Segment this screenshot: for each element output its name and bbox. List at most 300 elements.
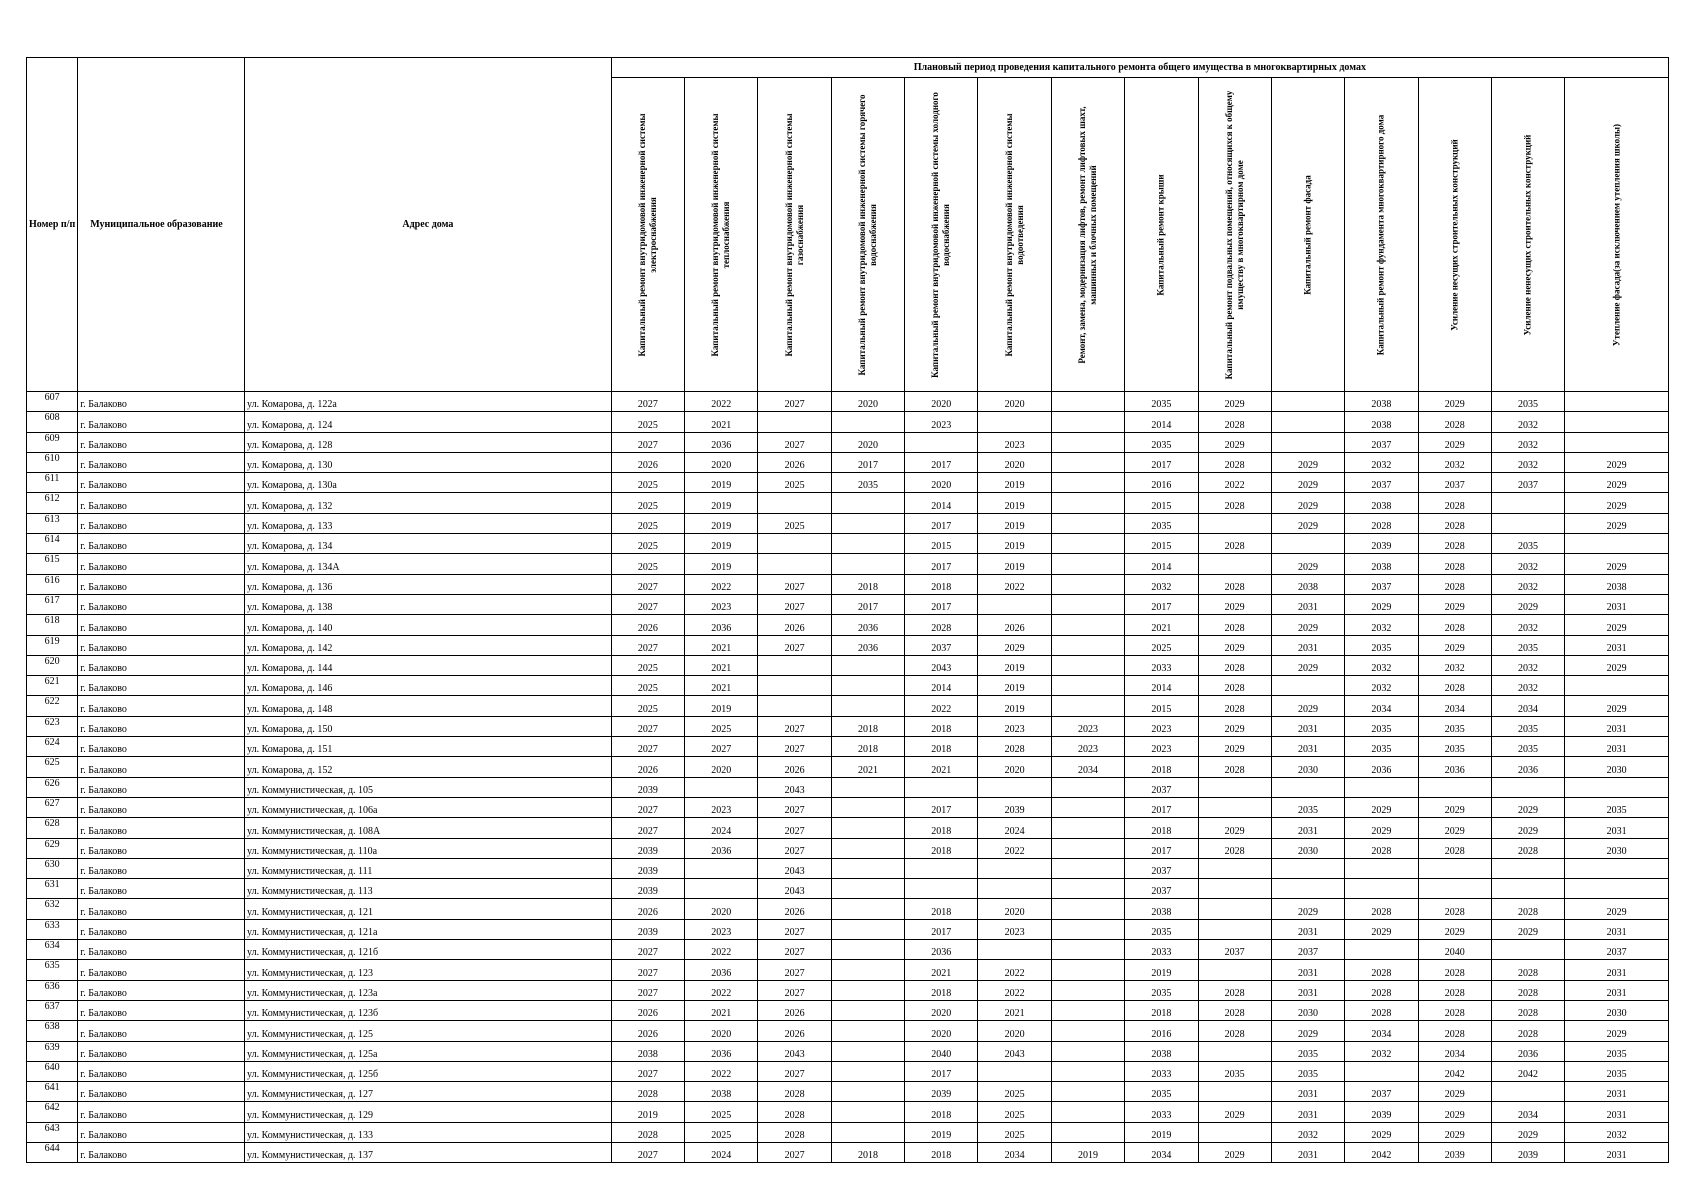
header-work-column-label: Ремонт, замена, модернизация лифтов, ремонт лифтовых шахт, машинных и блочных помещений	[1076, 105, 1098, 364]
year-cell: 2028	[1198, 1000, 1271, 1020]
year-cell: 2028	[1418, 838, 1491, 858]
address-cell: ул. Комарова, д. 144	[245, 655, 612, 675]
table-row	[27, 1102, 1669, 1122]
year-cell: 2023	[1051, 737, 1124, 757]
year-cell	[978, 594, 1051, 614]
year-cell: 2029	[1565, 1021, 1669, 1041]
year-cell	[905, 777, 978, 797]
table-row	[27, 716, 1669, 736]
year-cell: 2025	[685, 716, 758, 736]
year-cell: 2028	[1491, 980, 1564, 1000]
year-cell: 2025	[611, 676, 684, 696]
year-cell: 2032	[1271, 1122, 1344, 1142]
municipality-cell: г. Балаково	[78, 1142, 245, 1162]
year-cell: 2039	[1345, 1102, 1418, 1122]
table-row	[27, 1021, 1669, 1041]
year-cell: 2035	[1418, 716, 1491, 736]
year-cell: 2015	[1125, 534, 1198, 554]
year-cell: 2022	[685, 1061, 758, 1081]
row-number-cell: 631	[27, 879, 78, 899]
year-cell: 2019	[685, 554, 758, 574]
year-cell: 2029	[1345, 594, 1418, 614]
year-cell: 2015	[1125, 493, 1198, 513]
year-cell: 2018	[905, 980, 978, 1000]
table-row	[27, 554, 1669, 574]
year-cell: 2035	[1345, 635, 1418, 655]
year-cell: 2025	[611, 493, 684, 513]
year-cell	[758, 696, 831, 716]
year-cell	[831, 899, 904, 919]
year-cell: 2038	[1345, 493, 1418, 513]
year-cell: 2025	[611, 412, 684, 432]
address-cell: ул. Комарова, д. 130	[245, 452, 612, 472]
year-cell: 2028	[1345, 1000, 1418, 1020]
year-cell: 2022	[685, 940, 758, 960]
year-cell: 2032	[1345, 1041, 1418, 1061]
year-cell: 2031	[1565, 737, 1669, 757]
year-cell: 2021	[685, 412, 758, 432]
year-cell: 2018	[905, 574, 978, 594]
year-cell: 2018	[905, 737, 978, 757]
year-cell	[1051, 980, 1124, 1000]
year-cell	[1051, 493, 1124, 513]
year-cell: 2031	[1271, 594, 1344, 614]
header-work-column-label: Капитальный ремонт фундамента многоквартирного дома	[1375, 114, 1386, 355]
address-cell: ул. Коммунистическая, д. 127	[245, 1082, 612, 1102]
table-row	[27, 980, 1669, 1000]
year-cell	[1198, 554, 1271, 574]
year-cell: 2019	[978, 534, 1051, 554]
year-cell: 2035	[1491, 737, 1564, 757]
year-cell: 2031	[1271, 1102, 1344, 1122]
year-cell	[1418, 777, 1491, 797]
address-cell: ул. Комарова, д. 122а	[245, 392, 612, 412]
municipality-cell: г. Балаково	[78, 960, 245, 980]
year-cell: 2035	[1491, 635, 1564, 655]
year-cell	[1271, 879, 1344, 899]
year-cell	[831, 777, 904, 797]
year-cell: 2029	[1491, 919, 1564, 939]
header-work-column-label: Утепление фасада(за исключением утепления школы)	[1611, 123, 1622, 346]
year-cell: 2031	[1565, 1082, 1669, 1102]
header-work-column	[905, 78, 978, 392]
year-cell: 2035	[1565, 1061, 1669, 1081]
year-cell: 2027	[611, 1061, 684, 1081]
year-cell	[1345, 940, 1418, 960]
table-row	[27, 1082, 1669, 1102]
row-number-cell: 614	[27, 534, 78, 554]
address-cell: ул. Коммунистическая, д. 121б	[245, 940, 612, 960]
year-cell: 2022	[685, 574, 758, 594]
row-number-cell: 616	[27, 574, 78, 594]
year-cell: 2017	[905, 594, 978, 614]
year-cell: 2031	[1565, 594, 1669, 614]
year-cell: 2032	[1491, 452, 1564, 472]
year-cell: 2029	[1418, 594, 1491, 614]
year-cell: 2029	[1345, 919, 1418, 939]
header-work-column-label: Капитальный ремонт подвальных помещений, относящихся к общему имуществу в многоквартирном доме	[1223, 90, 1245, 379]
year-cell	[1418, 879, 1491, 899]
header-group-title-label: Плановый период проведения капитального ремонта общего имущества в многоквартирных домах	[913, 62, 1366, 73]
year-cell	[1491, 493, 1564, 513]
year-cell: 2022	[978, 980, 1051, 1000]
year-cell: 2034	[978, 1142, 1051, 1162]
year-cell: 2025	[611, 473, 684, 493]
year-cell: 2039	[1418, 1142, 1491, 1162]
year-cell: 2028	[1418, 412, 1491, 432]
row-number-cell: 643	[27, 1122, 78, 1142]
year-cell: 2029	[1418, 797, 1491, 817]
year-cell: 2034	[1491, 696, 1564, 716]
header-work-column-label: Капитальный ремонт внутридомовой инженерной системы газоснабжения	[783, 112, 805, 357]
address-cell: ул. Комарова, д. 136	[245, 574, 612, 594]
year-cell	[1051, 412, 1124, 432]
year-cell: 2036	[831, 635, 904, 655]
table-row	[27, 594, 1669, 614]
year-cell	[831, 493, 904, 513]
year-cell: 2031	[1565, 818, 1669, 838]
year-cell: 2017	[905, 513, 978, 533]
year-cell: 2029	[1418, 432, 1491, 452]
year-cell: 2030	[1271, 1000, 1344, 1020]
year-cell: 2028	[758, 1082, 831, 1102]
row-number-cell: 621	[27, 676, 78, 696]
header-work-column	[831, 78, 904, 392]
municipality-cell: г. Балаково	[78, 452, 245, 472]
year-cell	[1051, 534, 1124, 554]
year-cell: 2037	[905, 635, 978, 655]
address-cell: ул. Комарова, д. 148	[245, 696, 612, 716]
year-cell	[1198, 777, 1271, 797]
table-row	[27, 757, 1669, 777]
year-cell: 2035	[1125, 392, 1198, 412]
year-cell	[1051, 696, 1124, 716]
year-cell: 2038	[1345, 392, 1418, 412]
row-number-cell: 644	[27, 1142, 78, 1162]
year-cell: 2036	[685, 960, 758, 980]
year-cell: 2029	[1198, 1142, 1271, 1162]
year-cell	[831, 1021, 904, 1041]
year-cell	[1198, 858, 1271, 878]
year-cell: 2028	[1198, 757, 1271, 777]
year-cell: 2029	[1198, 818, 1271, 838]
year-cell: 2032	[1491, 615, 1564, 635]
year-cell	[1565, 412, 1669, 432]
year-cell: 2033	[1125, 1102, 1198, 1122]
year-cell: 2027	[611, 594, 684, 614]
year-cell	[1565, 858, 1669, 878]
year-cell: 2028	[1491, 1000, 1564, 1020]
year-cell	[758, 554, 831, 574]
year-cell	[1271, 432, 1344, 452]
row-number-cell: 626	[27, 777, 78, 797]
year-cell: 2035	[1271, 797, 1344, 817]
year-cell	[1051, 676, 1124, 696]
header-work-column	[1125, 78, 1198, 392]
year-cell: 2019	[978, 554, 1051, 574]
year-cell: 2039	[611, 879, 684, 899]
year-cell: 2043	[758, 879, 831, 899]
table-row	[27, 513, 1669, 533]
row-number-cell: 637	[27, 1000, 78, 1020]
year-cell: 2014	[905, 493, 978, 513]
address-cell: ул. Комарова, д. 151	[245, 737, 612, 757]
year-cell	[978, 858, 1051, 878]
row-number-cell: 630	[27, 858, 78, 878]
year-cell: 2027	[758, 737, 831, 757]
year-cell	[1345, 1061, 1418, 1081]
year-cell: 2032	[1491, 432, 1564, 452]
year-cell: 2029	[1565, 452, 1669, 472]
year-cell: 2043	[758, 1041, 831, 1061]
year-cell: 2028	[1345, 513, 1418, 533]
row-number-cell: 615	[27, 554, 78, 574]
year-cell	[831, 655, 904, 675]
year-cell: 2021	[685, 655, 758, 675]
year-cell	[1051, 899, 1124, 919]
year-cell: 2042	[1418, 1061, 1491, 1081]
year-cell: 2025	[978, 1082, 1051, 1102]
row-number-cell: 639	[27, 1041, 78, 1061]
year-cell	[831, 1082, 904, 1102]
row-number-cell: 619	[27, 635, 78, 655]
year-cell: 2029	[1271, 452, 1344, 472]
header-work-column	[611, 78, 684, 392]
year-cell: 2027	[611, 392, 684, 412]
year-cell	[758, 655, 831, 675]
year-cell: 2027	[758, 797, 831, 817]
year-cell	[1198, 919, 1271, 939]
year-cell	[978, 1061, 1051, 1081]
row-number-cell: 629	[27, 838, 78, 858]
year-cell: 2032	[1345, 452, 1418, 472]
header-work-column	[1418, 78, 1491, 392]
year-cell: 2028	[1198, 838, 1271, 858]
municipality-cell: г. Балаково	[78, 777, 245, 797]
year-cell: 2020	[685, 899, 758, 919]
year-cell: 2019	[685, 696, 758, 716]
year-cell: 2023	[978, 716, 1051, 736]
municipality-cell: г. Балаково	[78, 534, 245, 554]
year-cell: 2020	[978, 899, 1051, 919]
municipality-cell: г. Балаково	[78, 1061, 245, 1081]
year-cell: 2029	[1565, 696, 1669, 716]
year-cell: 2031	[1565, 980, 1669, 1000]
address-cell: ул. Коммунистическая, д. 137	[245, 1142, 612, 1162]
year-cell: 2037	[1491, 473, 1564, 493]
year-cell: 2021	[685, 635, 758, 655]
header-work-column	[1051, 78, 1124, 392]
year-cell	[1345, 879, 1418, 899]
year-cell: 2035	[1125, 980, 1198, 1000]
year-cell: 2024	[978, 818, 1051, 838]
year-cell: 2032	[1125, 574, 1198, 594]
row-number-cell: 633	[27, 919, 78, 939]
header-work-column-label: Усиление ненесущих строительных конструкций	[1522, 134, 1533, 335]
year-cell	[831, 919, 904, 939]
year-cell: 2018	[905, 899, 978, 919]
year-cell: 2040	[905, 1041, 978, 1061]
year-cell: 2043	[905, 655, 978, 675]
table-row	[27, 1000, 1669, 1020]
year-cell: 2028	[1198, 412, 1271, 432]
year-cell: 2039	[611, 838, 684, 858]
year-cell: 2029	[1418, 1082, 1491, 1102]
year-cell: 2022	[978, 574, 1051, 594]
year-cell: 2035	[831, 473, 904, 493]
year-cell	[685, 777, 758, 797]
address-cell: ул. Комарова, д. 134А	[245, 554, 612, 574]
year-cell: 2026	[758, 1021, 831, 1041]
year-cell	[1051, 574, 1124, 594]
year-cell: 2037	[1271, 940, 1344, 960]
year-cell: 2017	[1125, 594, 1198, 614]
year-cell: 2029	[1491, 1122, 1564, 1142]
year-cell: 2017	[905, 1061, 978, 1081]
address-cell: ул. Коммунистическая, д. 110а	[245, 838, 612, 858]
year-cell: 2035	[1198, 1061, 1271, 1081]
year-cell	[1051, 1082, 1124, 1102]
year-cell: 2035	[1125, 513, 1198, 533]
year-cell	[978, 940, 1051, 960]
year-cell: 2027	[758, 392, 831, 412]
header-municipality	[78, 58, 245, 392]
year-cell	[1418, 858, 1491, 878]
year-cell	[831, 980, 904, 1000]
year-cell: 2037	[1125, 777, 1198, 797]
year-cell: 2014	[1125, 412, 1198, 432]
year-cell: 2021	[905, 757, 978, 777]
year-cell: 2028	[1418, 899, 1491, 919]
year-cell	[1491, 940, 1564, 960]
year-cell: 2015	[1125, 696, 1198, 716]
year-cell: 2036	[685, 615, 758, 635]
year-cell: 2031	[1271, 919, 1344, 939]
address-cell: ул. Комарова, д. 146	[245, 676, 612, 696]
year-cell	[1198, 899, 1271, 919]
year-cell: 2026	[978, 615, 1051, 635]
year-cell: 2020	[978, 1021, 1051, 1041]
year-cell: 2031	[1565, 960, 1669, 980]
year-cell: 2018	[831, 716, 904, 736]
year-cell: 2026	[758, 899, 831, 919]
municipality-cell: г. Балаково	[78, 797, 245, 817]
year-cell	[1051, 1041, 1124, 1061]
year-cell: 2020	[905, 1021, 978, 1041]
year-cell: 2028	[611, 1122, 684, 1142]
municipality-cell: г. Балаково	[78, 919, 245, 939]
table-row	[27, 1061, 1669, 1081]
year-cell: 2020	[978, 452, 1051, 472]
year-cell: 2037	[1198, 940, 1271, 960]
year-cell: 2037	[1125, 858, 1198, 878]
year-cell	[1051, 594, 1124, 614]
year-cell: 2023	[685, 797, 758, 817]
municipality-cell: г. Балаково	[78, 757, 245, 777]
year-cell: 2016	[1125, 473, 1198, 493]
year-cell: 2029	[1418, 919, 1491, 939]
year-cell: 2022	[978, 838, 1051, 858]
year-cell: 2020	[685, 452, 758, 472]
year-cell: 2023	[685, 594, 758, 614]
year-cell: 2019	[978, 676, 1051, 696]
year-cell: 2028	[1198, 615, 1271, 635]
year-cell: 2037	[1125, 879, 1198, 899]
address-cell: ул. Коммунистическая, д. 125	[245, 1021, 612, 1041]
row-number-cell: 623	[27, 716, 78, 736]
header-address-label: Адрес дома	[402, 219, 454, 230]
year-cell: 2026	[758, 452, 831, 472]
year-cell: 2035	[1491, 392, 1564, 412]
year-cell: 2027	[758, 940, 831, 960]
year-cell: 2027	[611, 432, 684, 452]
year-cell: 2029	[1198, 737, 1271, 757]
municipality-cell: г. Балаково	[78, 655, 245, 675]
year-cell	[831, 940, 904, 960]
year-cell: 2038	[1565, 574, 1669, 594]
row-number-cell: 632	[27, 899, 78, 919]
year-cell: 2037	[1345, 432, 1418, 452]
year-cell	[1051, 879, 1124, 899]
year-cell	[685, 858, 758, 878]
year-cell: 2014	[1125, 676, 1198, 696]
year-cell: 2028	[758, 1102, 831, 1122]
year-cell: 2027	[611, 940, 684, 960]
year-cell	[1051, 452, 1124, 472]
year-cell	[758, 493, 831, 513]
table-row	[27, 473, 1669, 493]
municipality-cell: г. Балаково	[78, 1102, 245, 1122]
year-cell: 2029	[1491, 594, 1564, 614]
municipality-cell: г. Балаково	[78, 1021, 245, 1041]
year-cell: 2030	[1271, 757, 1344, 777]
year-cell	[831, 1102, 904, 1122]
year-cell	[758, 534, 831, 554]
table-row	[27, 493, 1669, 513]
header-work-column-label: Капитальный ремонт фасада	[1302, 174, 1313, 295]
year-cell	[1051, 940, 1124, 960]
year-cell: 2029	[1198, 432, 1271, 452]
year-cell: 2036	[1491, 757, 1564, 777]
year-cell: 2033	[1125, 655, 1198, 675]
municipality-cell: г. Балаково	[78, 635, 245, 655]
year-cell	[1271, 777, 1344, 797]
year-cell: 2028	[1345, 980, 1418, 1000]
header-work-column	[978, 78, 1051, 392]
year-cell	[1565, 392, 1669, 412]
header-work-column-label: Капитальный ремонт внутридомовой инженерной системы холодного водоснабжения	[930, 91, 952, 378]
year-cell	[831, 1122, 904, 1142]
year-cell: 2029	[1271, 473, 1344, 493]
year-cell: 2026	[611, 757, 684, 777]
year-cell: 2029	[978, 635, 1051, 655]
year-cell	[1565, 432, 1669, 452]
year-cell: 2018	[1125, 818, 1198, 838]
year-cell: 2018	[1125, 757, 1198, 777]
address-cell: ул. Комарова, д. 152	[245, 757, 612, 777]
year-cell: 2028	[1418, 493, 1491, 513]
year-cell: 2025	[611, 534, 684, 554]
year-cell: 2027	[611, 980, 684, 1000]
year-cell: 2043	[758, 777, 831, 797]
year-cell: 2017	[1125, 797, 1198, 817]
year-cell: 2026	[758, 1000, 831, 1020]
year-cell: 2018	[905, 1142, 978, 1162]
year-cell: 2021	[905, 960, 978, 980]
year-cell	[831, 858, 904, 878]
year-cell: 2028	[1491, 1021, 1564, 1041]
municipality-cell: г. Балаково	[78, 899, 245, 919]
